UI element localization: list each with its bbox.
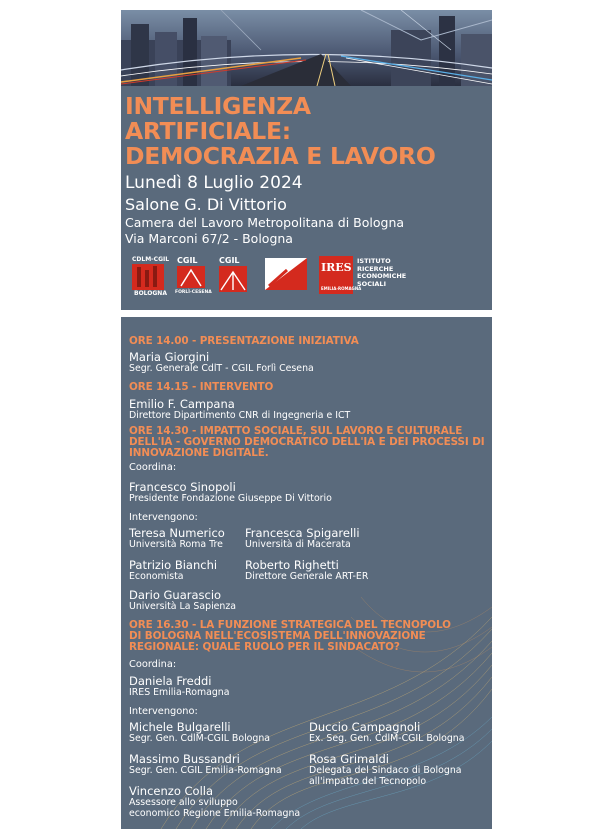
speaker-role: Università La Sapienza [129,601,237,612]
speaker-name: Roberto Righetti [245,558,339,572]
coordinator-role: Presidente Fondazione Giuseppe Di Vittorio [129,493,332,504]
title-line: DEMOCRAZIA E LAVORO [125,142,436,170]
section-title: DI BOLOGNA NELL'ECOSISTEMA DELL'INNOVAZIONE [129,630,426,642]
speaker-role: Segr. Gen. CGIL Emilia-Romagna [129,765,282,776]
coordinator-role: IRES Emilia-Romagna [129,687,230,698]
cdlm-cgil-logo: CDLM-CGIL BOLOGNA [132,256,170,297]
speakers-label: Intervengono: [129,706,198,717]
title-line: INTELLIGENZA [125,92,311,120]
speaker-role: Economista [129,571,184,582]
section-title: INNOVAZIONE DIGITALE. [129,447,269,459]
section-title: ORE 14.15 - INTERVENTO [129,381,274,393]
program-panel [121,317,492,829]
speakers-label: Intervengono: [129,512,198,523]
cgil-logo: CGIL [215,256,251,296]
speaker-name: Duccio Campagnoli [309,720,421,734]
speaker-role: Università Roma Tre [129,539,223,550]
speaker-name: Maria Giorgini [129,350,210,364]
header-panel [121,10,492,310]
speaker-name: Teresa Numerico [129,526,225,540]
speaker-role: all'impatto del Tecnopolo [309,776,427,787]
highway-photo [121,10,492,86]
event-title [125,94,436,169]
speaker-role: Direttore Dipartimento CNR di Ingegneria e ICT [129,410,351,421]
section-title: ORE 14.30 - IMPATTO SOCIALE, SUL LAVORO E CULTURALE [129,425,463,437]
coordinator-label: Coordina: [129,659,177,670]
speaker-name: Massimo Bussandri [129,752,240,766]
ires-text: ISTITUTO RICERCHE ECONOMICHE SOCIALI [357,257,407,288]
speaker-name: Francesca Spigarelli [245,526,360,540]
speaker-role: Ex. Seg. Gen. CdlM-CGIL Bologna [309,733,465,744]
event-address: Via Marconi 67/2 - Bologna [125,231,293,246]
section-title: ORE 14.00 - PRESENTAZIONE INIZIATIVA [129,335,359,347]
event-venue: Salone G. Di Vittorio [125,195,287,214]
fdv-logo [265,256,309,292]
speaker-role: Università di Macerata [245,539,351,550]
event-date: Lunedì 8 Luglio 2024 [125,173,303,193]
speaker-role: Assessore allo sviluppo [129,797,238,808]
speaker-name: Emilio F. Campana [129,397,235,411]
event-place: Camera del Lavoro Metropolitana di Bologna [125,215,405,230]
coordinator-name: Francesco Sinopoli [129,480,236,494]
speaker-name: Dario Guarascio [129,588,222,602]
speaker-name: Patrizio Bianchi [129,558,218,572]
section-title: REGIONALE: QUALE RUOLO PER IL SINDACATO? [129,641,400,653]
title-line: ARTIFICIALE: [125,117,291,145]
speaker-name: Rosa Grimaldi [309,752,389,766]
speaker-name: Vincenzo Colla [129,784,214,798]
coordinator-label: Coordina: [129,462,177,473]
speaker-role: Direttore Generale ART-ER [245,571,369,582]
speaker-name: Michele Bulgarelli [129,720,231,734]
section-title: ORE 16.30 - LA FUNZIONE STRATEGICA DEL TECNOPOLO [129,619,451,631]
section-title: DELL'IA - GOVERNO DEMOCRATICO DELL'IA E DEI PROCESSI DI [129,436,485,448]
coordinator-name: Daniela Freddi [129,674,212,688]
cgil-forli-cesena-logo: CGIL FORLÌ-CESENA [175,256,212,295]
speaker-role: Segr. Generale CdlT - CGIL Forlì Cesena [129,363,314,374]
speaker-role: economico Regione Emilia-Romagna [129,808,301,819]
speaker-role: Segr. Gen. CdlM-CGIL Bologna [129,733,271,744]
ires-logo: IRES EMILIA-ROMAGNA [319,256,355,294]
speaker-role: Delegata del Sindaco di Bologna [309,765,462,776]
logo-strip [129,256,489,296]
